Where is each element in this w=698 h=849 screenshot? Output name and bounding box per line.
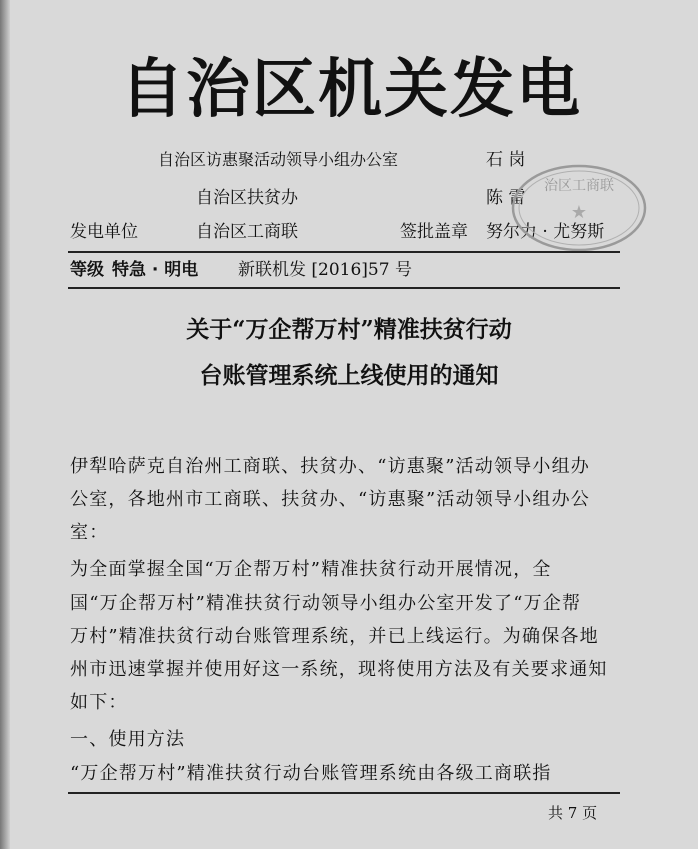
header-divider-top: [68, 251, 620, 253]
footer-divider: [68, 792, 620, 794]
body-line: 室：: [70, 522, 109, 543]
header-divider-bottom: [68, 287, 620, 289]
section-heading: 一、使用方法: [70, 729, 186, 750]
body-line: 为全面掌握全国“万企帮万村”精准扶贫行动开展情况，全: [70, 559, 552, 580]
document-number: 新联机发 [2016]57 号: [238, 260, 412, 280]
sender-signer-3: 努尔力 · 尤努斯: [486, 222, 605, 242]
sender-signer-1: 石 岗: [486, 150, 526, 170]
approval-label: 签批盖章: [400, 222, 468, 242]
body-line: 州市迅速掌握并使用好这一系统，现将使用方法及有关要求通知: [70, 659, 608, 680]
page-count: 共 7 页: [548, 804, 598, 822]
notice-title-line-2: 台账管理系统上线使用的通知: [199, 362, 499, 389]
level-value: 特急 · 明电: [112, 260, 199, 280]
official-seal-icon: [508, 160, 650, 256]
sender-office-2: 自治区扶贫办: [196, 188, 298, 208]
sender-office-3: 自治区工商联: [196, 222, 298, 242]
level-label: 等级: [70, 260, 104, 280]
body-line: 国“万企帮万村”精准扶贫行动领导小组办公室开发了“万企帮: [70, 593, 582, 614]
svg-text:★: ★: [570, 202, 588, 223]
body-line: 万村”精准扶贫行动台账管理系统，并已上线运行。为确保各地: [70, 626, 599, 647]
body-line: 伊犁哈萨克自治州工商联、扶贫办、“访惠聚”活动领导小组办: [70, 456, 591, 477]
body-line: “万企帮万村”精准扶贫行动台账管理系统由各级工商联指: [70, 763, 552, 784]
masthead-title: 自治区机关发电: [120, 53, 582, 127]
sender-office-1: 自治区访惠聚活动领导小组办公室: [158, 150, 399, 169]
sender-signer-2: 陈 雷: [486, 188, 526, 208]
seal-text: 治区工商联: [544, 178, 614, 194]
sender-label: 发电单位: [70, 222, 138, 242]
body-line: 公室，各地州市工商联、扶贫办、“访惠聚”活动领导小组办公: [70, 489, 591, 510]
body-line: 如下：: [70, 692, 128, 713]
scan-edge: [0, 0, 10, 849]
notice-title-line-1: 关于“万企帮万村”精准扶贫行动: [186, 316, 512, 343]
